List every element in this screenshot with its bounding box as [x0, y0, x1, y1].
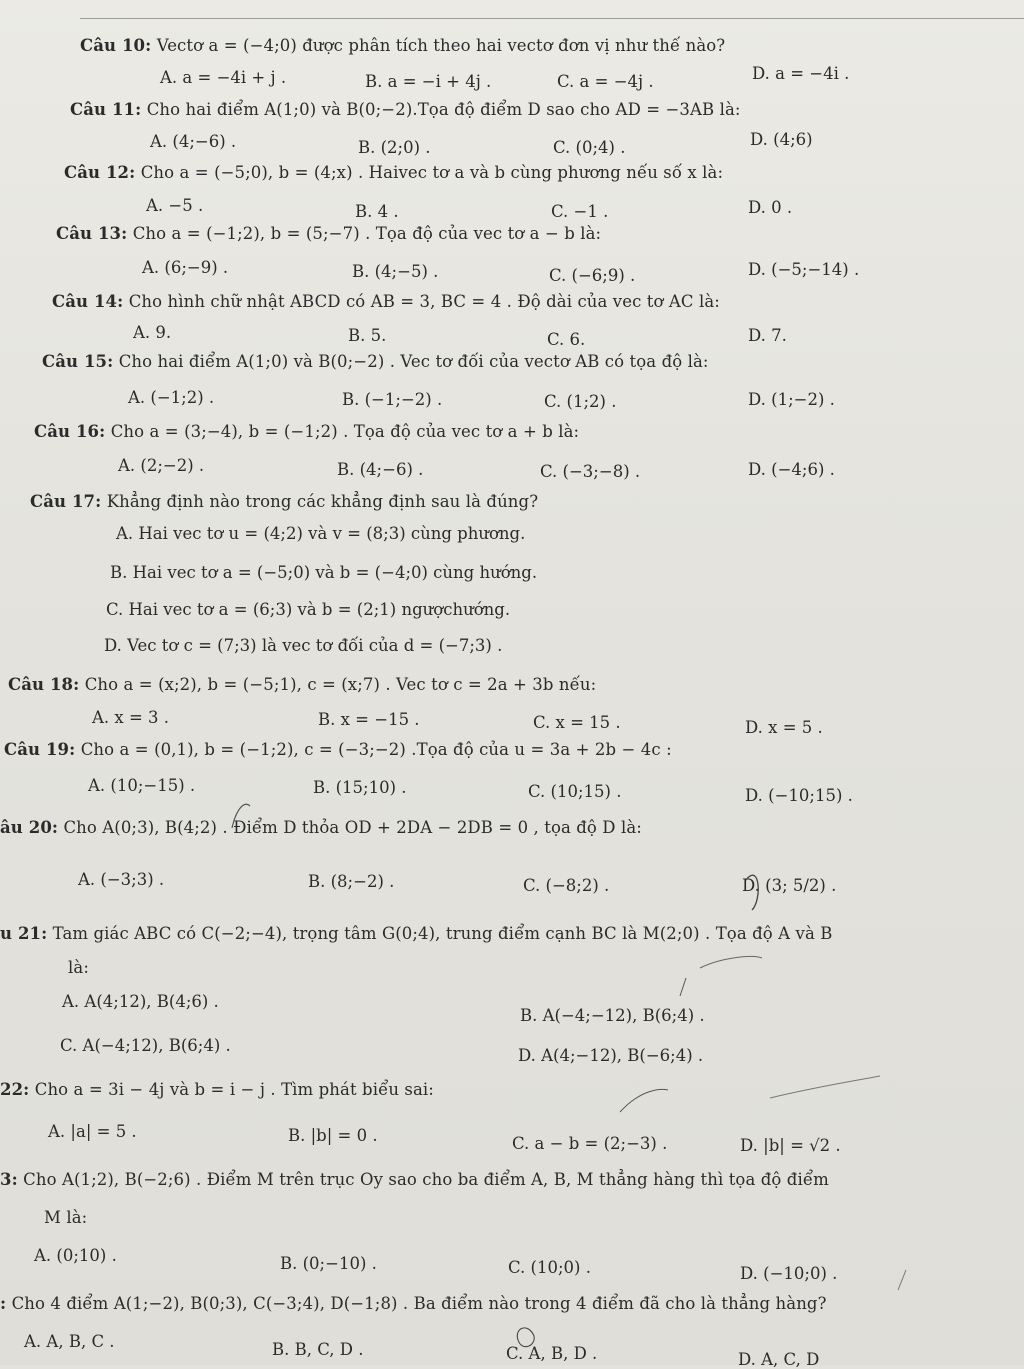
q18-option-d: D. x = 5 .	[745, 718, 823, 737]
q13-option-d: D. (−5;−14) .	[748, 260, 860, 279]
q18-option-a: A. x = 3 .	[92, 708, 170, 727]
q12-option-c: C. −1 .	[551, 202, 609, 221]
q18-option-b: B. x = −15 .	[318, 710, 420, 729]
q24-option-a: A. A, B, C .	[24, 1332, 115, 1351]
question-21-stem-cont: là:	[68, 958, 89, 977]
q13-option-c: C. (−6;9) .	[549, 266, 636, 285]
q13-option-b: B. (4;−5) .	[352, 262, 439, 281]
question-12-stem: Câu 12: Cho a = (−5;0), b = (4;x) . Haivec tơ a và b cùng phương nếu số x là:	[64, 163, 724, 182]
q19-option-d: D. (−10;15) .	[745, 786, 853, 805]
q23-option-d: D. (−10;0) .	[740, 1264, 838, 1283]
q16-option-d: D. (−4;6) .	[748, 460, 835, 479]
q13-option-a: A. (6;−9) .	[142, 258, 229, 277]
q23-option-b: B. (0;−10) .	[280, 1254, 377, 1273]
question-23-stem-cont: M là:	[44, 1208, 88, 1227]
q17-option-c: C. Hai vec tơ a = (6;3) và b = (2;1) ngượchướng.	[106, 600, 511, 619]
q12-option-b: B. 4 .	[355, 202, 399, 221]
q10-option-d: D. a = −4i .	[752, 64, 850, 83]
question-17-stem: Câu 17: Khẳng định nào trong các khẳng định sau là đúng?	[30, 492, 539, 511]
q24-option-c: C. A, B, D .	[506, 1344, 598, 1363]
q22-option-d: D. |b| = √2 .	[740, 1136, 841, 1155]
q15-option-b: B. (−1;−2) .	[342, 390, 443, 409]
q12-option-a: A. −5 .	[146, 196, 204, 215]
q17-option-d: D. Vec tơ c = (7;3) là vec tơ đối của d = (−7;3) .	[104, 636, 503, 655]
q15-option-d: D. (1;−2) .	[748, 390, 835, 409]
q14-option-b: B. 5.	[348, 326, 387, 345]
q10-option-b: B. a = −i + 4j .	[365, 72, 492, 91]
question-20-stem: âu 20: Cho A(0;3), B(4;2) . Điểm D thỏa OD + 2DA − 2DB = 0 , tọa độ D là:	[0, 818, 642, 837]
q17-option-b: B. Hai vec tơ a = (−5;0) và b = (−4;0) cùng hướng.	[110, 563, 538, 582]
q22-option-b: B. |b| = 0 .	[288, 1126, 378, 1145]
q14-option-a: A. 9.	[133, 323, 172, 342]
q10-option-c: C. a = −4j .	[557, 72, 654, 91]
q21-option-b: B. A(−4;−12), B(6;4) .	[520, 1006, 705, 1025]
q17-option-a: A. Hai vec tơ u = (4;2) và v = (8;3) cùng phương.	[116, 524, 526, 543]
q16-option-b: B. (4;−6) .	[337, 460, 424, 479]
q12-option-d: D. 0 .	[748, 198, 793, 217]
q11-option-d: D. (4;6)	[750, 130, 813, 149]
question-14-stem: Câu 14: Cho hình chữ nhật ABCD có AB = 3, BC = 4 . Độ dài của vec tơ AC là:	[52, 292, 720, 311]
q20-option-c: C. (−8;2) .	[523, 876, 610, 895]
q23-option-c: C. (10;0) .	[508, 1258, 591, 1277]
header-rule	[80, 18, 1024, 19]
q22-option-c: C. a − b = (2;−3) .	[512, 1134, 668, 1153]
question-13-stem: Câu 13: Cho a = (−1;2), b = (5;−7) . Tọa độ của vec tơ a − b là:	[56, 224, 602, 243]
q15-option-c: C. (1;2) .	[544, 392, 617, 411]
question-15-stem: Câu 15: Cho hai điểm A(1;0) và B(0;−2) . Vec tơ đối của vectơ AB có tọa độ là:	[42, 352, 709, 371]
q21-option-a: A. A(4;12), B(4;6) .	[62, 992, 219, 1011]
question-22-stem: 22: Cho a = 3i − 4j và b = i − j . Tìm phát biểu sai:	[0, 1080, 434, 1099]
q11-option-a: A. (4;−6) .	[150, 132, 237, 151]
q16-option-c: C. (−3;−8) .	[540, 462, 641, 481]
q19-option-c: C. (10;15) .	[528, 782, 622, 801]
q19-option-b: B. (15;10) .	[313, 778, 407, 797]
question-11-stem: Câu 11: Cho hai điểm A(1;0) và B(0;−2).Tọa độ điểm D sao cho AD = −3AB là:	[70, 100, 741, 119]
q18-option-c: C. x = 15 .	[533, 713, 621, 732]
q11-option-c: C. (0;4) .	[553, 138, 626, 157]
q10-option-a: A. a = −4i + j .	[160, 68, 287, 87]
q14-option-d: D. 7.	[748, 326, 787, 345]
question-18-stem: Câu 18: Cho a = (x;2), b = (−5;1), c = (x;7) . Vec tơ c = 2a + 3b nếu:	[8, 675, 597, 694]
q11-option-b: B. (2;0) .	[358, 138, 431, 157]
q14-option-c: C. 6.	[547, 330, 586, 349]
q20-option-a: A. (−3;3) .	[78, 870, 165, 889]
q21-option-c: C. A(−4;12), B(6;4) .	[60, 1036, 231, 1055]
question-21-stem: u 21: Tam giác ABC có C(−2;−4), trọng tâm G(0;4), trung điểm cạnh BC là M(2;0) . Tọa độ A và B	[0, 924, 833, 943]
q19-option-a: A. (10;−15) .	[88, 776, 196, 795]
q20-option-d: D. (3; 5/2) .	[742, 876, 837, 895]
q21-option-d: D. A(4;−12), B(−6;4) .	[518, 1046, 704, 1065]
q15-option-a: A. (−1;2) .	[128, 388, 215, 407]
question-24-stem: : Cho 4 điểm A(1;−2), B(0;3), C(−3;4), D(−1;8) . Ba điểm nào trong 4 điểm đã cho là thẳng hàng?	[0, 1294, 827, 1313]
q20-option-b: B. (8;−2) .	[308, 872, 395, 891]
question-10-stem: Câu 10: Vectơ a = (−4;0) được phân tích theo hai vectơ đơn vị như thế nào?	[80, 36, 726, 55]
question-23-stem: 3: Cho A(1;2), B(−2;6) . Điểm M trên trục Oy sao cho ba điểm A, B, M thẳng hàng thì tọa độ điểm	[0, 1170, 829, 1189]
q22-option-a: A. |a| = 5 .	[48, 1122, 137, 1141]
q16-option-a: A. (2;−2) .	[118, 456, 205, 475]
q23-option-a: A. (0;10) .	[34, 1246, 117, 1265]
question-19-stem: Câu 19: Cho a = (0,1), b = (−1;2), c = (−3;−2) .Tọa độ của u = 3a + 2b − 4c :	[4, 740, 672, 759]
q24-option-d: D. A, C, D	[738, 1350, 820, 1369]
question-16-stem: Câu 16: Cho a = (3;−4), b = (−1;2) . Tọa độ của vec tơ a + b là:	[34, 422, 580, 441]
q24-option-b: B. B, C, D .	[272, 1340, 364, 1359]
